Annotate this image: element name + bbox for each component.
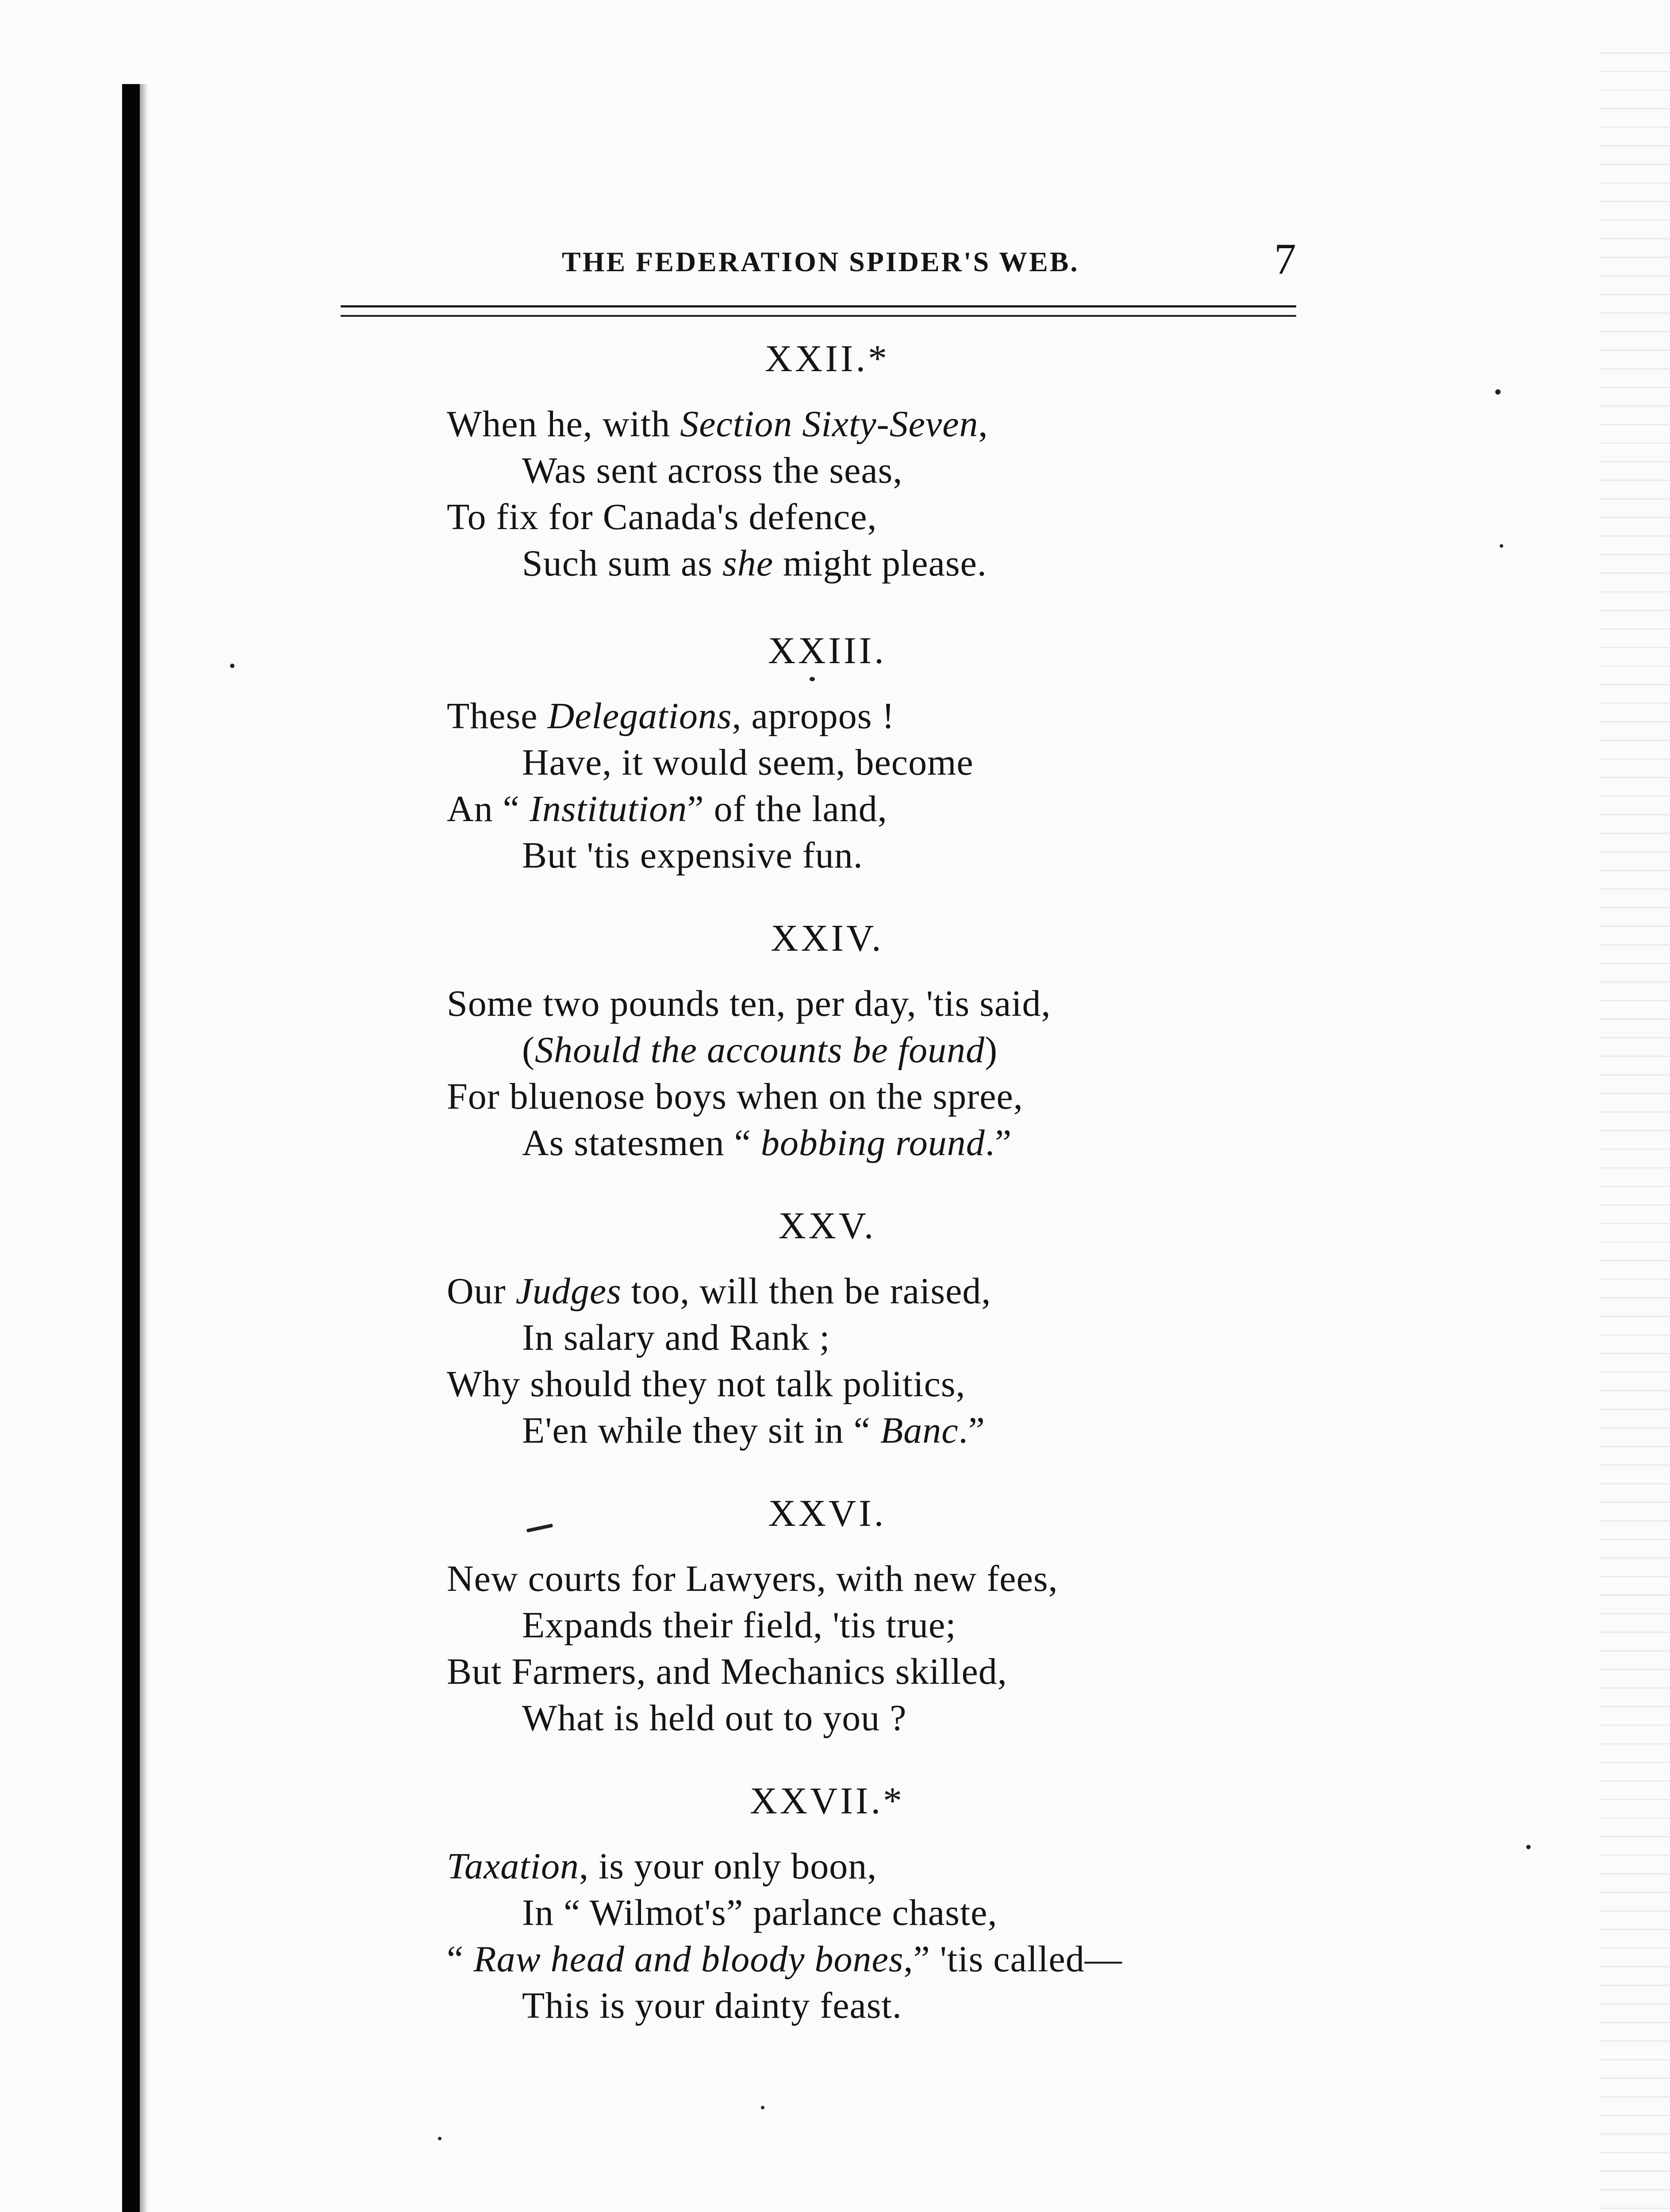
verse-line: (Should the accounts be found) [522,1029,998,1071]
verse-line: Why should they not talk politics, [447,1363,966,1405]
verse-line: These Delegations, apropos ! [447,695,895,737]
verse-line: Such sum as she might please. [522,543,987,584]
verse-line: For bluenose boys when on the spree, [447,1076,1023,1117]
scan-speck [230,664,234,668]
stanza-numeral: XXIII. [768,629,887,672]
verse-line: “ Raw head and bloody bones,” 'tis called— [447,1939,1122,1980]
verse-line: Expands their field, 'tis true; [522,1605,956,1646]
binding-gradient [140,84,148,2212]
verse-line: Our Judges too, will then be raised, [447,1271,991,1312]
header-rule-top [341,305,1296,307]
verse-line: New courts for Lawyers, with new fees, [447,1558,1058,1599]
page-edge [1599,35,1670,2212]
scan-speck [526,1524,553,1532]
page-number: 7 [1274,234,1296,284]
verse-line: To fix for Canada's defence, [447,496,877,538]
verse-line: E'en while they sit in “ Banc.” [522,1410,985,1451]
verse-line: An “ Institution” of the land, [447,788,887,830]
scan-speck [761,2106,764,2109]
verse-line: Taxation, is your only boon, [447,1846,877,1887]
stanza-numeral: XXVI. [768,1492,887,1534]
scan-speck [1495,389,1501,395]
verse-line: Some two pounds ten, per day, 'tis said, [447,983,1051,1024]
verse-line: As statesmen “ bobbing round.” [522,1122,1012,1164]
running-head-title: THE FEDERATION SPIDER'S WEB. [562,246,1079,277]
stanza-numeral: XXV. [778,1204,876,1247]
verse-line: But 'tis expensive fun. [522,835,863,876]
verse-line: This is your dainty feast. [522,1985,902,2026]
scan-speck [1526,1845,1531,1849]
stanza-numeral: XXVII.* [749,1779,905,1822]
verse-line: Have, it would seem, become [522,742,974,783]
header-rule-bottom [341,315,1296,317]
verse-line: But Farmers, and Mechanics skilled, [447,1651,1007,1692]
scan-speck [810,677,815,681]
verse-line: What is held out to you ? [522,1697,907,1739]
stanza-numeral: XXII.* [765,337,890,380]
scan-speck [1500,544,1503,548]
verse-line: In “ Wilmot's” parlance chaste, [522,1892,998,1933]
verse-line: When he, with Section Sixty-Seven, [447,403,988,445]
stanza-numeral: XXIV. [771,917,884,959]
binding-shadow [122,84,140,2212]
scan-speck [438,2137,441,2140]
verse-line: Was sent across the seas, [522,450,903,491]
verse-line: In salary and Rank ; [522,1317,830,1358]
